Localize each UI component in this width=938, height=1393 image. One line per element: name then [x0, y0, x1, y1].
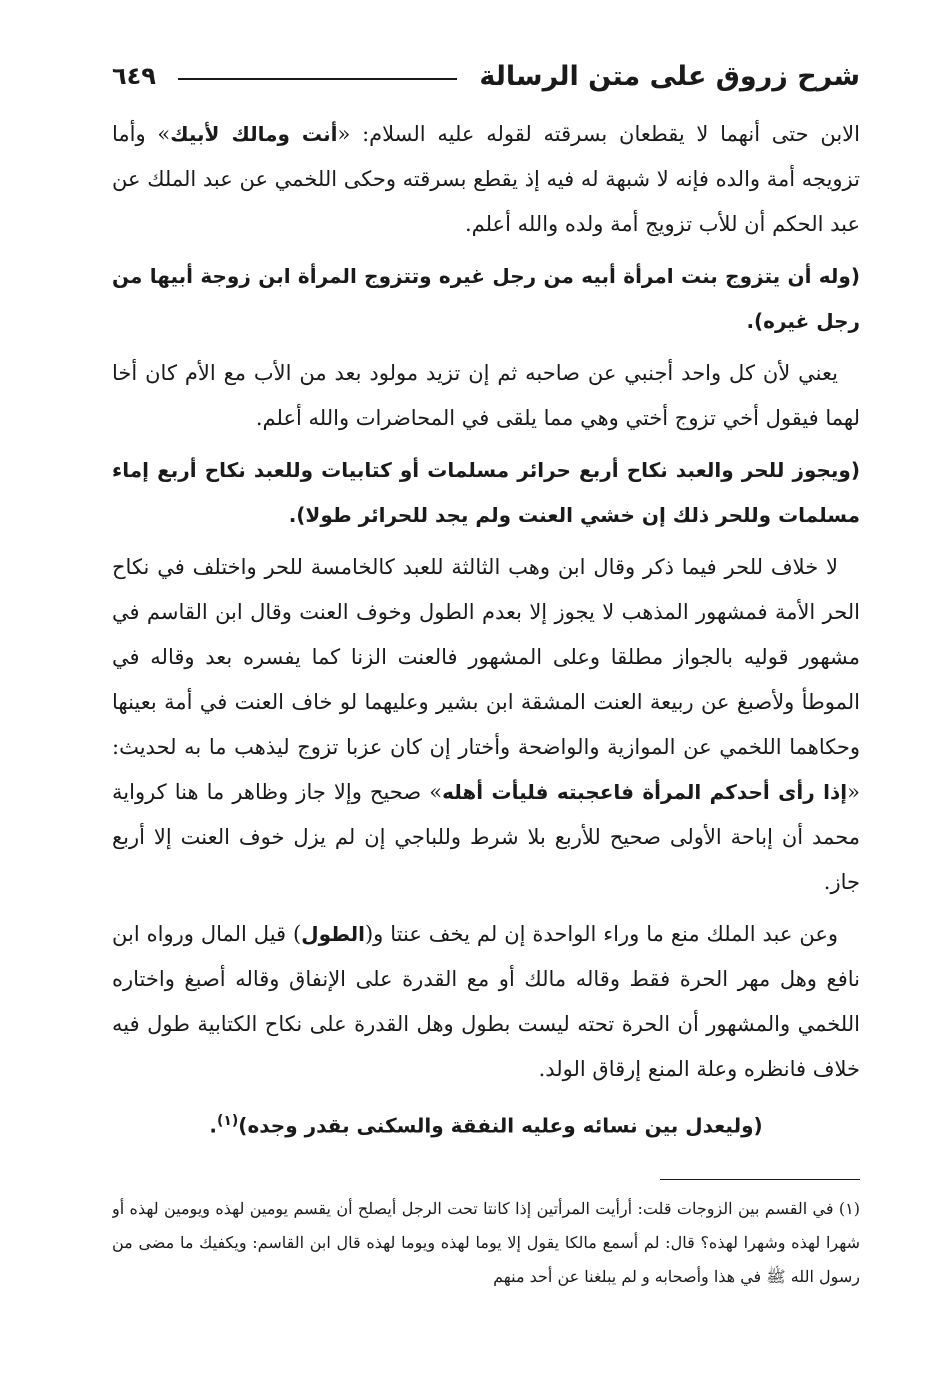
footnote-separator [660, 1179, 860, 1180]
paragraph-6-text-end: ) قيل المال ورواه ابن نافع وهل مهر الحرة فقط وقاله مالك أو مع القدرة على الإنفاق وقاله أصبغ واختاره اللخمي والمشهور أن الحرة تحته ليست بطول وهل القدرة على نكاح الكتابية طول فيه خلاف فانظره وعلة المنع إرقاق الولد. [112, 922, 860, 1081]
document-page [112, 52, 860, 1362]
paragraph-5-text-end: » صحيح وإلا جاز وظاهر ما هنا كرواية محمد أن إباحة الأولى صحيح للأربع بلا شرط وللباجي إن لم يزل خوف العنت إلا أربع جاز. [112, 780, 860, 894]
paragraph-1-text-end: » وأما تزويجه أمة والده فإنه لا شبهة له فيه إذ يقطع بسرقته وحكى اللخمي عن عبد الملك عن عبد الحكم أن للأب تزويج أمة ولده والله أعلم. [112, 122, 860, 236]
hadith-quote-2: إذا رأى أحدكم المرأة فاعجبته فليأت أهله [442, 780, 848, 804]
page-number: ٦٤٩ [112, 62, 156, 90]
running-title: شرح زروق على متن الرسالة [479, 60, 860, 92]
page-header [112, 52, 860, 100]
hadith-quote: أنت ومالك لأبيك [170, 122, 338, 146]
header-rule [178, 78, 457, 80]
paragraph-1-text-start: الابن حتى أنهما لا يقطعان بسرقته لقوله عليه السلام: « [337, 122, 860, 146]
paragraph-5-text-start: لا خلاف للحر فيما ذكر وقال ابن وهب الثالثة للعبد كالخامسة للحر واختلف في نكاح الحر الأمة فمشهور المذهب لا يجوز إلا بعدم الطول وخوف العنت وقال ابن القاسم في مشهور قوليه بالجواز مطلقا وعلى المشهور فالعنت الزنا كما يفسره بعد وقاله في الموطأ ولأصبغ عن ربيعة العنت المشقة ابن بشير وعليهما لو خاف العنت في أمة بعينها وحكاهما اللخمي عن الموازية والواضحة وأختار إن كان عزبا تزوج ليذهب ما به لحديث: « [112, 555, 860, 804]
term-highlight: الطول [301, 922, 365, 946]
matn-text-1: (وله أن يتزوج بنت امرأة أبيه من رجل غيره وتتزوج المرأة ابن زوجة أبيها من رجل غيره). [112, 264, 860, 333]
paragraph-3: يعني لأن كل واحد أجنبي عن صاحبه ثم إن تزيد مولود بعد من الأب مع الأم كان أخا لهما فيقول أخي تزوج أختي وهي مما يلقى في المحاضرات والله أعلم. [112, 361, 860, 430]
footnotes [112, 1192, 860, 1294]
matn-text-3-body: (وليعدل بين نسائه وعليه النفقة والسكنى بقدر وجده) [238, 1113, 763, 1138]
paragraph-1 [112, 112, 860, 247]
footnote-reference: (١) [216, 1113, 239, 1129]
footnote-1: (١) في القسم بين الزوجات قلت: أرأيت المرأتين إذا كانتا تحت الرجل أيصلح أن يقسم يومين لهذه ويومين لهذه أو شهرا لهذه وشهرا لهذه؟ قال: لم أسمع مالكا يقول إلا يوما لهذه ويوما لهذه قال ابن القاسم: ويكفيك ما مضى من رسول الله ﷺ في هذا وأصحابه و لم يبلغنا عن أحد منهم [112, 1198, 860, 1286]
paragraph-5 [112, 545, 860, 905]
matn-text-3-tail: . [209, 1113, 217, 1138]
matn-text-3 [112, 1099, 860, 1149]
matn-text-2: (ويجوز للحر والعبد نكاح أربع حرائر مسلمات أو كتابيات وللعبد نكاح أربع إماء مسلمات وللحر ذلك إن خشي العنت ولم يجد للحرائر طولا). [112, 458, 860, 527]
paragraph-6 [112, 912, 860, 1092]
paragraph-6-text-start: وعن عبد الملك منع ما وراء الواحدة إن لم يخف عنتا و( [364, 922, 838, 946]
body-text [112, 112, 860, 1149]
